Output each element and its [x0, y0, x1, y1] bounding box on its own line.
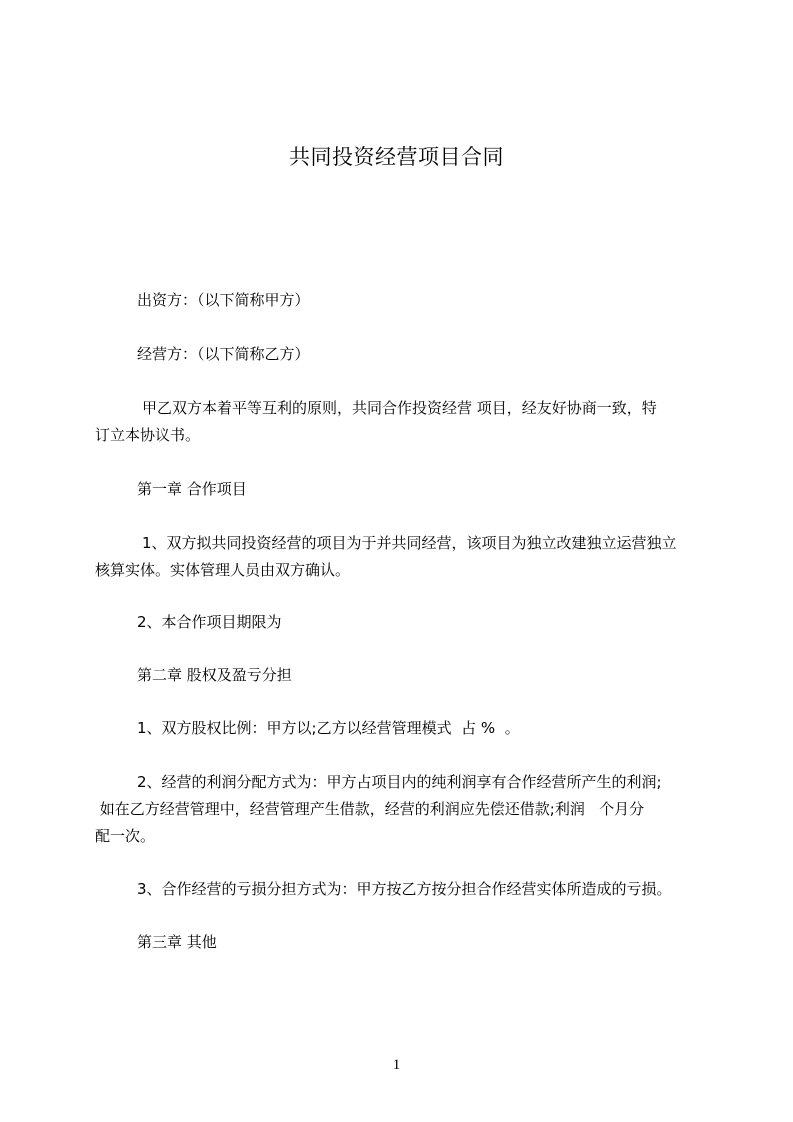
clause-1-2: 2、本合作项目期限为	[137, 613, 282, 631]
clause-2-2-line-3: 配一次。	[95, 827, 156, 845]
clause-2-2-line-1: 2、经营的利润分配方式为：甲方占项目内的纯利润享有合作经营所产生的利润;	[137, 773, 662, 791]
clause-1-1-line-2: 核算实体。实体管理人员由双方确认。	[95, 561, 351, 579]
clause-2-1: 1、双方股权比例：甲方以;乙方以经营管理模式 占 % 。	[137, 719, 520, 737]
clause-2-3: 3、合作经营的亏损分担方式为：甲方按乙方按分担合作经营实体所造成的亏损。	[137, 880, 672, 898]
chapter-3-heading: 第三章 其他	[137, 933, 217, 951]
clause-2-2-line-2: 如在乙方经营管理中，经营管理产生借款，经营的利润应先偿还借款;利润 个月分	[95, 800, 645, 818]
operator-party-line: 经营方：（以下简称乙方）	[137, 345, 310, 363]
chapter-2-heading: 第二章 股权及盈亏分担	[137, 666, 292, 684]
clause-1-1-line-1: 1、双方拟共同投资经营的项目为于并共同经营，该项目为独立改建独立运营独立	[142, 534, 677, 552]
preamble-line-2: 订立本协议书。	[95, 426, 201, 444]
preamble-line-1: 甲乙双方本着平等互利的原则，共同合作投资经营 项目，经友好协商一致，特	[142, 399, 657, 417]
page-number: 1	[392, 1057, 401, 1073]
investor-party-line: 出资方：（以下简称甲方）	[137, 291, 310, 309]
chapter-1-heading: 第一章 合作项目	[137, 480, 247, 498]
document-title: 共同投资经营项目合同	[289, 145, 504, 169]
